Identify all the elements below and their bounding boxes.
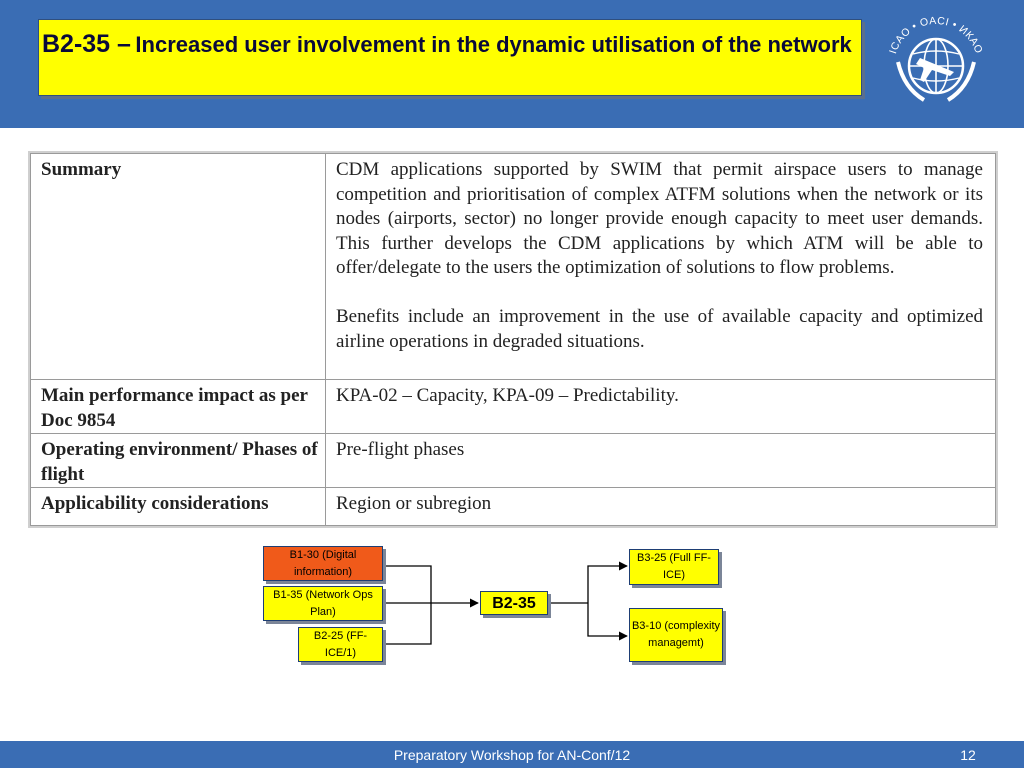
node-b3-25: B3-25 (Full FF-ICE)	[629, 549, 719, 585]
row-label-summary: Summary	[31, 154, 326, 380]
title-code: B2-35 –	[42, 30, 131, 58]
row-label-operating-environment: Operating environment/ Phases of flight	[31, 434, 326, 488]
footer-text: Preparatory Workshop for AN-Conf/12	[393, 747, 631, 763]
title-text: Increased user involvement in the dynamic utilisation of the network	[135, 32, 852, 57]
table-row	[31, 488, 996, 526]
node-b1-30: B1-30 (Digital information)	[263, 546, 383, 581]
node-b2-25: B2-25 (FF-ICE/1)	[298, 627, 383, 662]
summary-table	[30, 153, 996, 526]
icao-emblem-icon	[880, 10, 992, 118]
summary-paragraph: Benefits include an improvement in the use of available capacity and optimized airline operations in degraded situations.	[336, 305, 983, 352]
value-text: Pre-flight phases	[336, 439, 465, 461]
table-row	[31, 380, 996, 434]
connector-b2-25	[383, 603, 431, 644]
summary-paragraph: CDM applications supported by SWIM that permit airspace users to manage competition and prioritisation of complex ATFM solutions when the network or its nodes (airports, sector) no longer provide enough capacity to meet user demands. This further develops the CDM applications by which ATM will be able to offer/delegate to the users the optimization of solutions to flow problems.	[336, 159, 983, 279]
row-label-applicability: Applicability considerations	[31, 488, 326, 526]
row-value-performance-impact	[326, 380, 996, 434]
connector-to-b3-25	[588, 566, 627, 603]
row-value-operating-environment	[326, 434, 996, 488]
logo-ring-text: ICAO • OACI • ИКАО	[887, 14, 985, 56]
node-b3-10: B3-10 (complexity managemt)	[629, 608, 723, 662]
table-row	[31, 154, 996, 380]
node-b2-35-center: B2-35	[480, 591, 548, 615]
connector-to-b3-10	[588, 603, 627, 636]
row-value-applicability	[326, 488, 996, 526]
table-row	[31, 434, 996, 488]
slide-title	[38, 19, 862, 96]
node-b1-35: B1-35 (Network Ops Plan)	[263, 586, 383, 621]
row-value-summary	[326, 154, 996, 380]
value-text: Region or subregion	[336, 493, 492, 515]
row-label-performance-impact: Main performance impact as per Doc 9854	[31, 380, 326, 434]
connector-b1-30	[383, 566, 431, 603]
value-text: KPA-02 – Capacity, KPA-09 – Predictability.	[336, 385, 679, 406]
page-number: 12	[960, 747, 976, 763]
